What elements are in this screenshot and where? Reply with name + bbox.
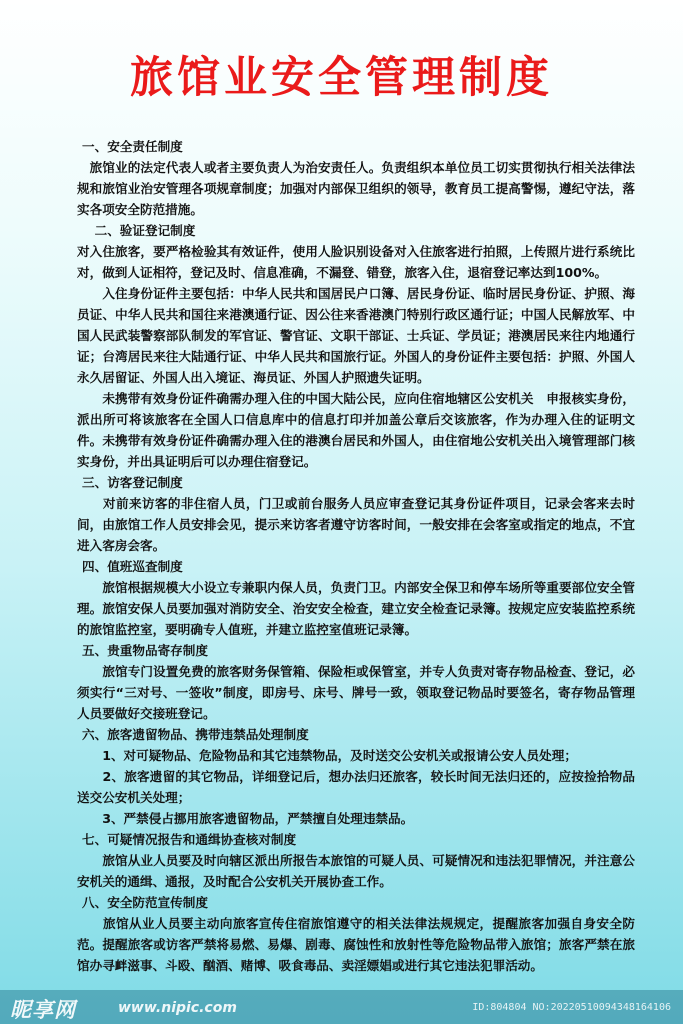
section-2-paragraph-3: 未携带有效身份证件确需办理入住的中国大陆公民，应向住宿地辖区公安机关 申报核实身份，派出所可将该旅客在全国人口信息库中的信息打印并加盖公章后交该旅客，作为办理入住的证明文件。未携带有效身份证件确需办理入住的港澳台居民和外国人，由住宿地公安机关出入境管理部门核实身份，并出具证明后可以办理住宿登记。: [77, 391, 635, 469]
section-1-paragraph: 旅馆业的法定代表人或者主要负责人为治安责任人。负责组织本单位员工切实贯彻执行相关法律法规和旅馆业治安管理各项规章制度；加强对内部保卫组织的领导，教育员工提高警惕，遵纪守法，落实各项安全防范措施。: [77, 160, 635, 217]
section-2-paragraph-1: 对入住旅客，要严格检验其有效证件，使用人脸识别设备对入住旅客进行拍照，上传照片进行系统比对，做到人证相符，登记及时、信息准确，不漏登、错登，旅客入住，退宿登记率达到100%。: [77, 244, 635, 280]
section-6-item-1: 1、对可疑物品、危险物品和其它违禁物品，及时送交公安机关或报请公安人员处理；: [77, 748, 577, 763]
section-3-heading: 三、访客登记制度: [82, 475, 183, 490]
regulations-body: [77, 136, 635, 976]
section-2-paragraph-2: 入住身份证件主要包括：中华人民共和国居民户口簿、居民身份证、临时居民身份证、护照、海员证、中华人民共和国往来港澳通行证、因公往来香港澳门特别行政区通行证；中国人民解放军、中国人民武装警察部队制发的军官证、警官证、文职干部证、士兵证、学员证；港澳居民来往内地通行证；台湾居民来往大陆通行证、中华人民共和国旅行证。外国人的身份证件主要包括：护照、外国人永久居留证、外国人出入境证、海员证、外国人护照遗失证明。: [77, 286, 635, 385]
page-title: 旅馆业安全管理制度: [130, 53, 553, 103]
section-8-heading: 八、安全防范宣传制度: [82, 895, 208, 910]
section-4-paragraph: 旅馆根据规模大小设立专兼职内保人员，负责门卫。内部安全保卫和停车场所等重要部位安全管理。旅馆安保人员要加强对消防安全、治安安全检查，建立安全检查记录簿。按规定应安装监控系统的旅馆监控室，要明确专人值班，并建立监控室值班记录簿。: [77, 580, 635, 637]
section-3-paragraph: 对前来访客的非住宿人员，门卫或前台服务人员应审查登记其身份证件项目，记录会客来去时间，由旅馆工作人员安排会见，提示来访客者遵守访客时间，一般安排在会客室或指定的地点，不宜进入客房会客。: [77, 496, 635, 553]
section-7-paragraph: 旅馆从业人员要及时向辖区派出所报告本旅馆的可疑人员、可疑情况和违法犯罪情况，并注意公安机关的通缉、通报，及时配合公安机关开展协查工作。: [77, 853, 635, 889]
section-6-item-3: 3、严禁侵占挪用旅客遗留物品，严禁擅自处理违禁品。: [77, 811, 414, 826]
section-5-heading: 五、贵重物品寄存制度: [82, 643, 208, 658]
section-2-heading: 二、验证登记制度: [82, 223, 196, 238]
section-1-heading: 一、安全责任制度: [82, 139, 183, 154]
section-8-paragraph: 旅馆从业人员要主动向旅客宣传住宿旅馆遵守的相关法律法规规定，提醒旅客加强自身安全防范。提醒旅客或访客严禁将易燃、易爆、剧毒、腐蚀性和放射性等危险物品带入旅馆；旅客严禁在旅馆办寻衅滋事、斗殴、酗酒、赌博、吸食毒品、卖淫嫖娼或进行其它违法犯罪活动。: [77, 916, 635, 973]
watermark-logo: 昵享网: [10, 998, 76, 1022]
watermark-bar: [0, 990, 683, 1024]
section-7-heading: 七、可疑情况报告和通缉协查核对制度: [82, 832, 297, 847]
section-6-item-2: 2、旅客遗留的其它物品，详细登记后，想办法归还旅客，较长时间无法归还的，应按捡拾物品送交公安机关处理；: [77, 769, 635, 805]
watermark-image-id: ID:804804 NO:20220510094348164106: [472, 1002, 671, 1013]
watermark-site: www.nipic.com: [118, 1000, 237, 1016]
section-6-heading: 六、旅客遗留物品、携带违禁品处理制度: [82, 727, 309, 742]
section-4-heading: 四、值班巡查制度: [82, 559, 183, 574]
section-5-paragraph: 旅馆专门设置免费的旅客财务保管箱、保险柜或保管室，并专人负责对寄存物品检查、登记，必须实行“三对号、一签收”制度，即房号、床号、牌号一致，领取登记物品时要签名，寄存物品管理人员要做好交接班登记。: [77, 664, 635, 721]
